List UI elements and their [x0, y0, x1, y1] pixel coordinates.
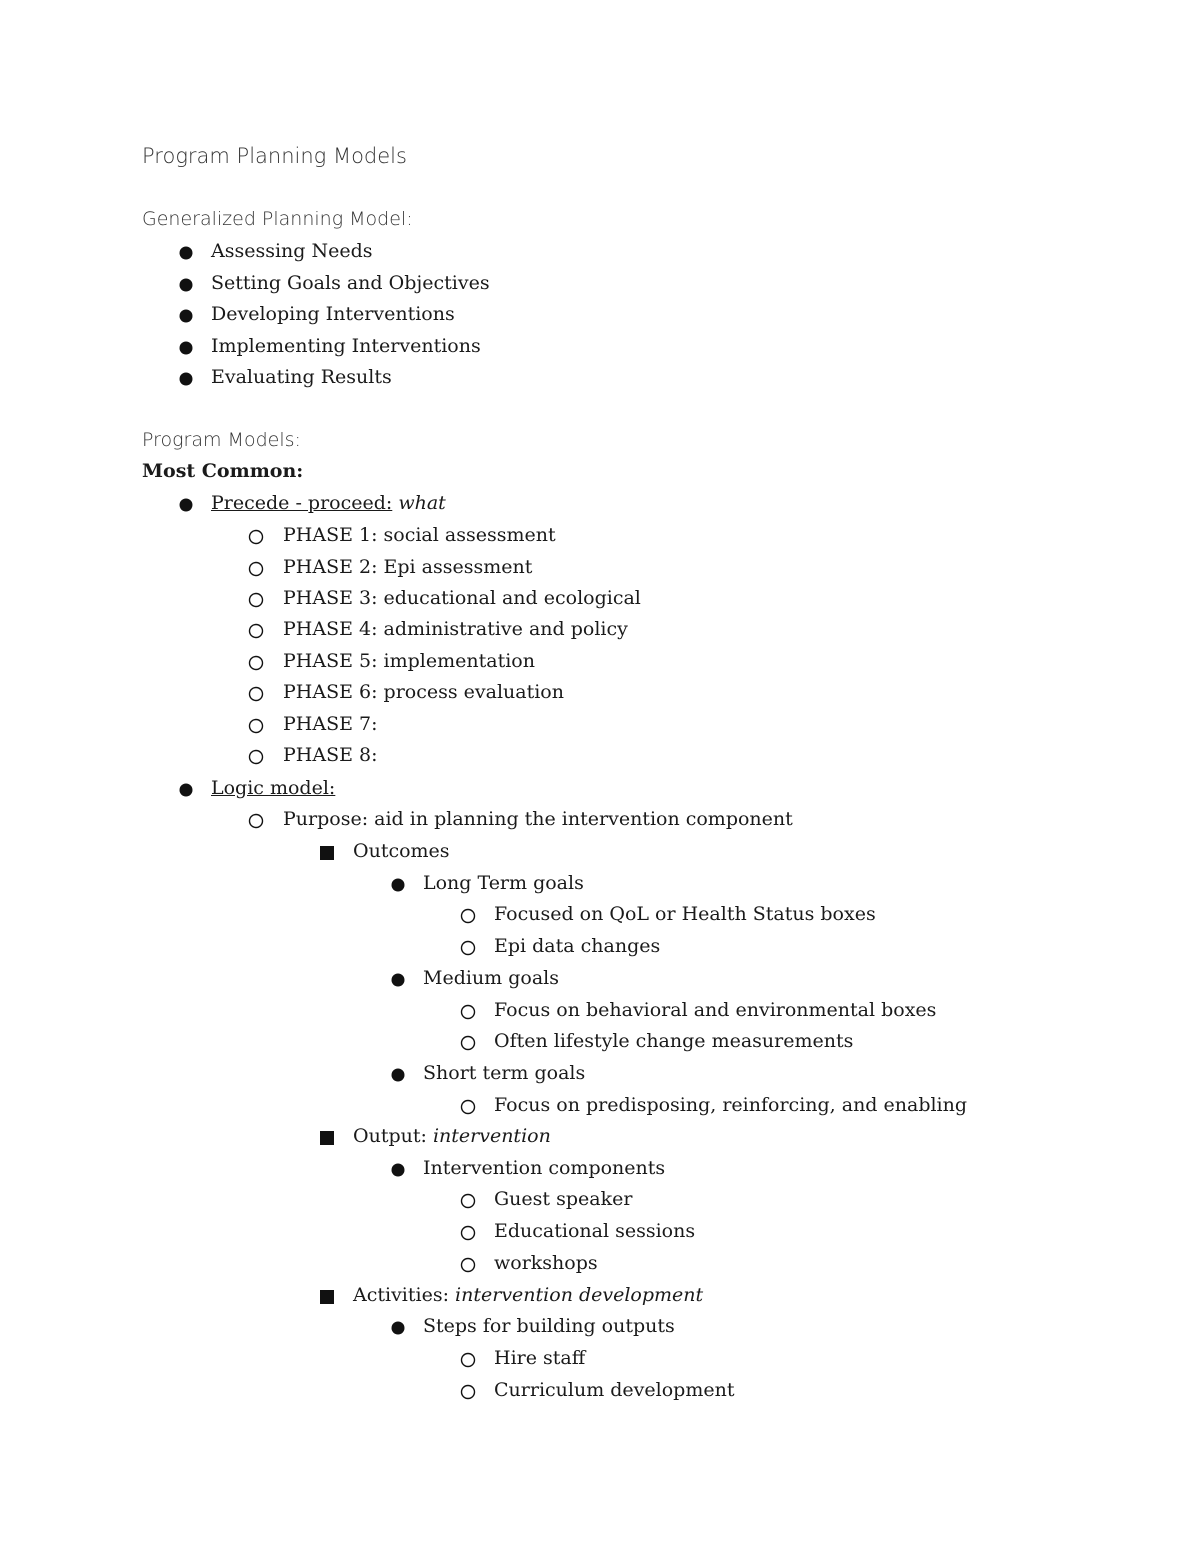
filled-bullet-icon — [388, 963, 412, 993]
most-common-heading: Most Common: — [142, 460, 304, 482]
filled-bullet-icon — [388, 1058, 412, 1088]
filled-bullet-icon — [388, 1311, 412, 1341]
filled-bullet-icon — [176, 299, 200, 329]
hollow-bullet-icon — [458, 1216, 482, 1246]
filled-bullet-icon — [176, 331, 200, 361]
hollow-bullet-icon — [458, 931, 482, 961]
filled-bullet-icon — [388, 1153, 412, 1183]
square-bullet-icon — [318, 836, 342, 866]
hollow-bullet-icon — [246, 646, 270, 676]
hollow-bullet-icon — [458, 1343, 482, 1373]
filled-bullet-icon — [176, 488, 200, 518]
square-bullet-icon — [318, 1121, 342, 1151]
filled-bullet-icon — [176, 268, 200, 298]
hollow-bullet-icon — [246, 677, 270, 707]
filled-bullet-icon — [176, 362, 200, 392]
hollow-bullet-icon — [458, 995, 482, 1025]
hollow-bullet-icon — [246, 709, 270, 739]
program-models-heading: Program Models: — [142, 429, 301, 451]
precede-proceed-label: Precede - proceed: — [211, 492, 393, 514]
hollow-bullet-icon — [458, 899, 482, 929]
hollow-bullet-icon — [458, 1375, 482, 1405]
filled-bullet-icon — [176, 773, 200, 803]
filled-bullet-icon — [176, 236, 200, 266]
hollow-bullet-icon — [246, 552, 270, 582]
page-title: Program Planning Models — [142, 144, 407, 168]
hollow-bullet-icon — [246, 740, 270, 770]
hollow-bullet-icon — [458, 1090, 482, 1120]
hollow-bullet-icon — [246, 520, 270, 550]
precede-proceed-note: what — [398, 492, 446, 514]
generalized-heading: Generalized Planning Model: — [142, 208, 413, 230]
hollow-bullet-icon — [246, 583, 270, 613]
hollow-bullet-icon — [458, 1248, 482, 1278]
document-page: Program Planning Models Generalized Planning Model: Assessing Needs Setting Goals and Objectives Developing Interventions Implementing Interventions Evaluating Results Program Models: Most Common: Precede - proceed: what PHASE 1: social assessment PHASE 2: Epi assessment PHASE 3: educational and ecological PHASE 4: administrative and policy PHASE 5: implementation PHASE 6: process evaluation PHASE 7: PHASE 8: Logic model: Purpose: aid in planning the intervention component Outcomes Long Term goals Focused on QoL or Health Status boxes Epi data changes Medium goals Focus on behavioral and environmental boxes Often lifestyle change measurements Short term goals Focus on predisposing, reinforcing, and enabling Output: intervention Intervention components Guest speaker Educational sessions workshops Activities: intervention development Steps for building outputs Hire staff Curriculum development — [0, 0, 1200, 1553]
hollow-bullet-icon — [246, 614, 270, 644]
hollow-bullet-icon — [246, 804, 270, 834]
filled-bullet-icon — [388, 868, 412, 898]
square-bullet-icon — [318, 1280, 342, 1310]
logic-model-label: Logic model: — [211, 777, 336, 799]
hollow-bullet-icon — [458, 1026, 482, 1056]
hollow-bullet-icon — [458, 1184, 482, 1214]
